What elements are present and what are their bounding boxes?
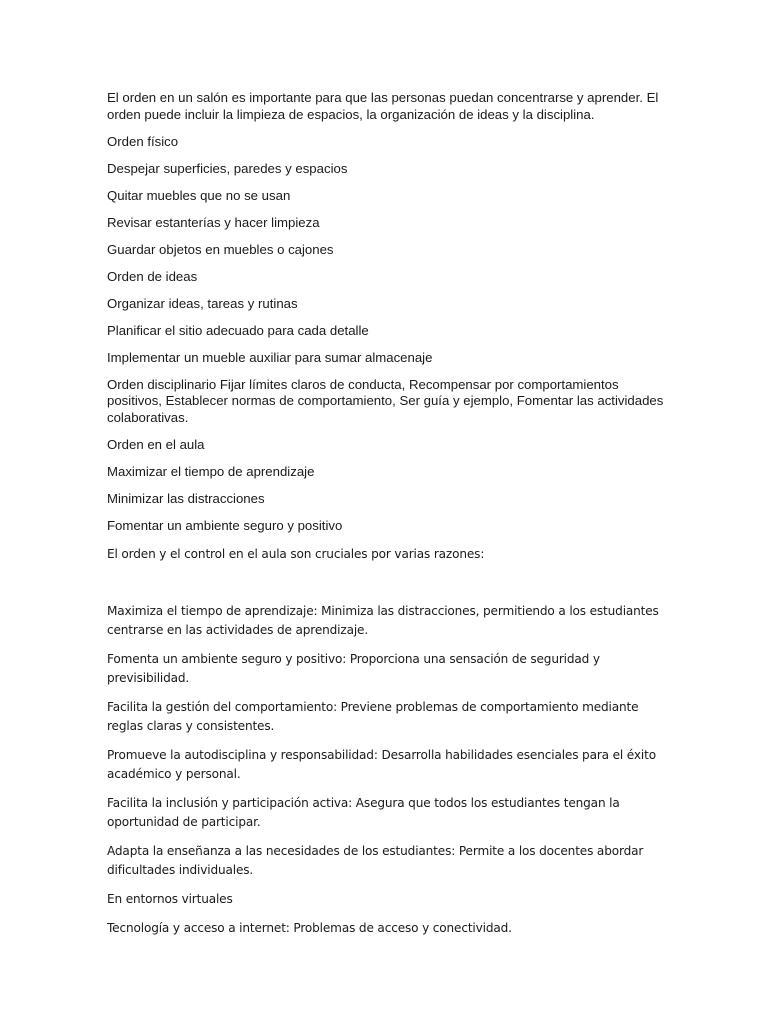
line-orden-disciplinario: Orden disciplinario Fijar límites claros de conducta, Recompensar por comportamientos positivos, Establecer normas de comportamiento, Ser guía y ejemplo, Fomentar las actividades colaborativas. (107, 376, 664, 425)
razones-heading: El orden y el control en el aula son cruciales por varias razones: (107, 546, 485, 561)
paragraph-maximiza: Maximiza el tiempo de aprendizaje: Minimiza las distracciones, permitiendo a los estudiantes centrarse en las actividades de aprendizaje. (107, 603, 659, 637)
line-orden-fisico: Orden físico (107, 133, 179, 149)
document-page (107, 90, 667, 948)
line-planificar: Planificar el sitio adecuado para cada detalle (107, 322, 369, 338)
paragraph-tecnologia: Tecnología y acceso a internet: Problemas de acceso y conectividad. (107, 920, 512, 935)
paragraph-facilita-gestion: Facilita la gestión del comportamiento: Previene problemas de comportamiento mediante reglas claras y consistentes. (107, 699, 639, 733)
paragraph-promueve: Promueve la autodisciplina y responsabilidad: Desarrolla habilidades esenciales para el éxito académico y personal. (107, 747, 656, 781)
line-orden-ideas: Orden de ideas (107, 268, 198, 284)
paragraph-fomenta: Fomenta un ambiente seguro y positivo: Proporciona una sensación de seguridad y previsibilidad. (107, 651, 600, 685)
section-orden (107, 90, 667, 534)
paragraph-entornos-virtuales: En entornos virtuales (107, 891, 233, 906)
line-orden-aula: Orden en el aula (107, 436, 205, 452)
intro-paragraph: El orden en un salón es importante para que las personas puedan concentrarse y aprender. El orden puede incluir la limpieza de espacios, la organización de ideas y la disciplina. (107, 90, 659, 122)
line-quitar-muebles: Quitar muebles que no se usan (107, 187, 291, 203)
line-guardar-objetos: Guardar objetos en muebles o cajones (107, 241, 334, 257)
section-razones (107, 545, 667, 938)
line-minimizar-distracciones: Minimizar las distracciones (107, 490, 265, 506)
line-revisar-estanterias: Revisar estanterías y hacer limpieza (107, 214, 320, 230)
paragraph-adapta: Adapta la enseñanza a las necesidades de los estudiantes: Permite a los docentes abordar dificultades individuales. (107, 843, 644, 877)
line-organizar-ideas: Organizar ideas, tareas y rutinas (107, 295, 298, 311)
line-despejar: Despejar superficies, paredes y espacios (107, 160, 348, 176)
line-implementar-mueble: Implementar un mueble auxiliar para sumar almacenaje (107, 349, 433, 365)
blank-line (107, 574, 667, 602)
paragraph-facilita-inclusion: Facilita la inclusión y participación activa: Asegura que todos los estudiantes tengan la oportunidad de participar. (107, 795, 620, 829)
line-fomentar-ambiente: Fomentar un ambiente seguro y positivo (107, 517, 343, 533)
line-maximizar-tiempo: Maximizar el tiempo de aprendizaje (107, 463, 315, 479)
